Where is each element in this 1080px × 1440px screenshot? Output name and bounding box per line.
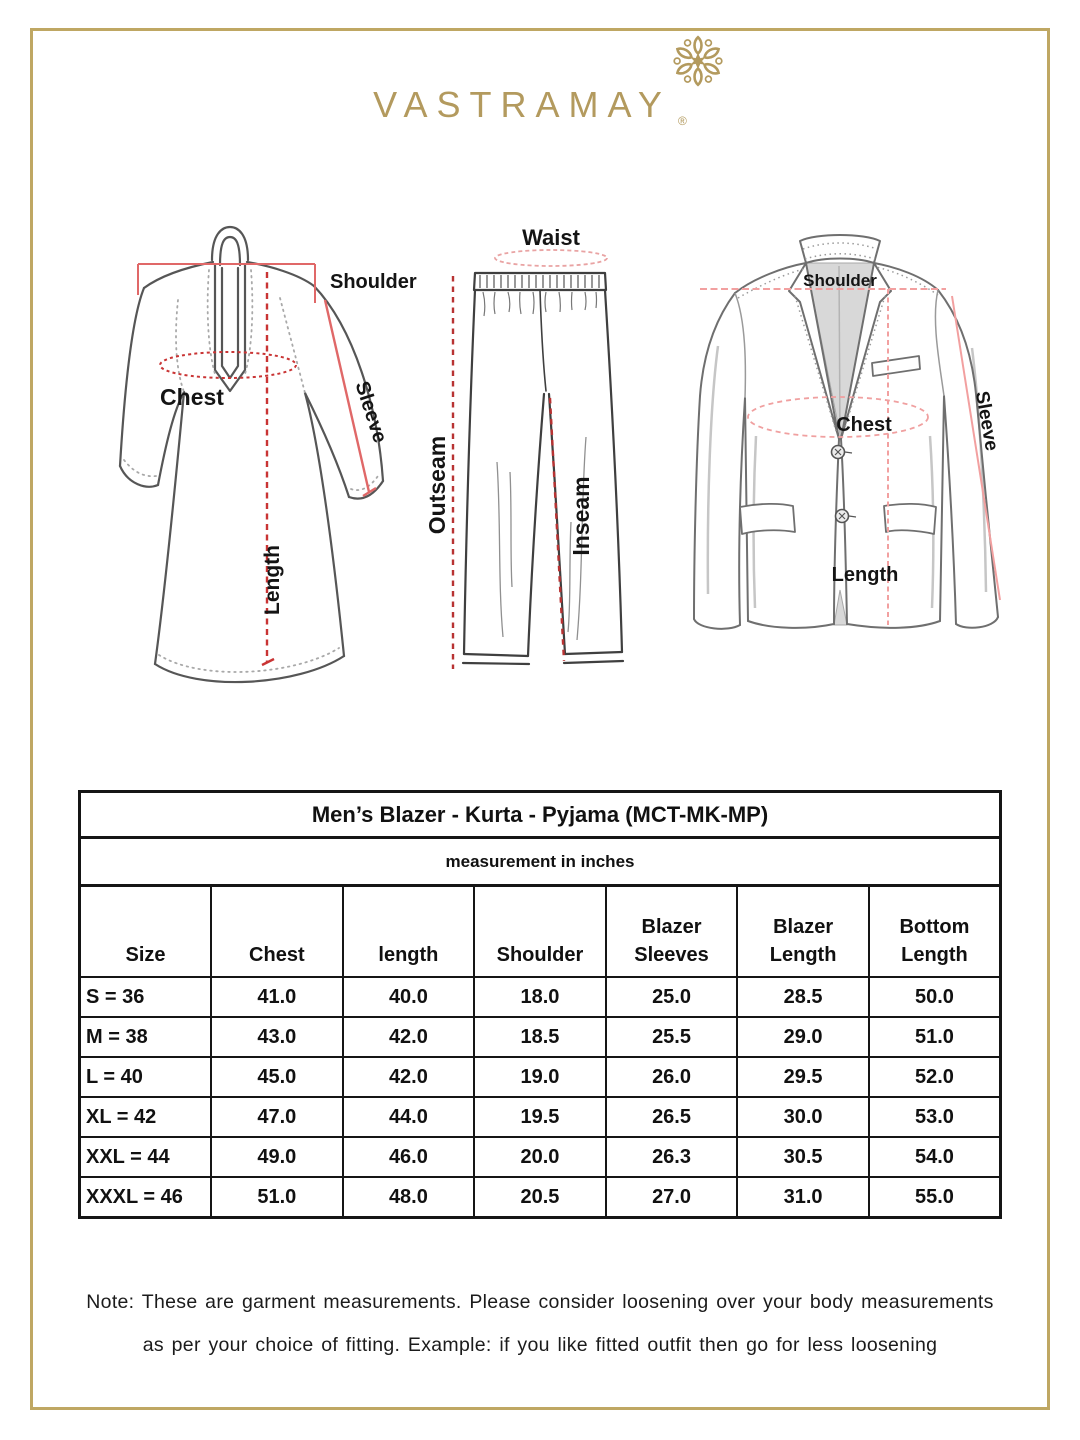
cell-shoulder: 18.5 (474, 1017, 606, 1057)
cell-blazer-sleeves: 26.0 (606, 1057, 738, 1097)
pyjama-diagram-svg (420, 212, 682, 682)
registered-trademark: ® (678, 114, 687, 128)
cell-size: XXL = 44 (80, 1137, 212, 1177)
blazer-lining-seam (839, 266, 840, 434)
note-line-1: Note: These are garment measurements. Please consider loosening over your body measurements (86, 1291, 994, 1313)
cell-blazer-length: 29.5 (737, 1057, 869, 1097)
table-row (80, 977, 1001, 1017)
header-blazer-sleeves: Blazer Sleeves (606, 886, 738, 978)
cell-length: 42.0 (343, 1017, 475, 1057)
cell-bottom-length: 55.0 (869, 1177, 1001, 1218)
blazer-sleeve-label: Sleeve (970, 389, 1002, 453)
pyjama-waist-label: Waist (522, 225, 580, 250)
blazer-shoulder-label: Shoulder (803, 271, 877, 290)
cell-bottom-length: 54.0 (869, 1137, 1001, 1177)
table-subtitle: measurement in inches (80, 838, 1001, 886)
cell-chest: 49.0 (211, 1137, 343, 1177)
table-row (80, 1177, 1001, 1218)
brand-logo (0, 84, 1080, 126)
cell-length: 48.0 (343, 1177, 475, 1218)
cell-bottom-length: 53.0 (869, 1097, 1001, 1137)
garment-note (0, 1281, 1080, 1367)
cell-chest: 43.0 (211, 1017, 343, 1057)
header-chest: Chest (211, 886, 343, 978)
cell-blazer-length: 30.5 (737, 1137, 869, 1177)
brand-name: VASTRAMAY (373, 84, 671, 125)
header-length: length (343, 886, 475, 978)
header-shoulder: Shoulder (474, 886, 606, 978)
cell-shoulder: 20.5 (474, 1177, 606, 1218)
table-header-row (80, 886, 1001, 978)
table-title-row (80, 792, 1001, 838)
cell-chest: 41.0 (211, 977, 343, 1017)
table-row (80, 1017, 1001, 1057)
header-bottom-length: Bottom Length (869, 886, 1001, 978)
cell-shoulder: 20.0 (474, 1137, 606, 1177)
blazer-bottom-lining (834, 590, 847, 625)
cell-bottom-length: 50.0 (869, 977, 1001, 1017)
kurta-shoulder-label: Shoulder (330, 271, 417, 293)
cell-size: XL = 42 (80, 1097, 212, 1137)
cell-blazer-sleeves: 25.5 (606, 1017, 738, 1057)
size-table (78, 790, 1002, 1219)
cell-blazer-sleeves: 27.0 (606, 1177, 738, 1218)
cell-blazer-length: 29.0 (737, 1017, 869, 1057)
cell-size: S = 36 (80, 977, 212, 1017)
cell-chest: 47.0 (211, 1097, 343, 1137)
cell-shoulder: 19.5 (474, 1097, 606, 1137)
header-blazer-length: Blazer Length (737, 886, 869, 978)
note-line-2: as per your choice of fitting. Example: if you like fitted outfit then go for less loosening (142, 1334, 938, 1356)
header-size: Size (80, 886, 212, 978)
cell-bottom-length: 51.0 (869, 1017, 1001, 1057)
kurta-chest-label: Chest (160, 384, 224, 410)
cell-length: 40.0 (343, 977, 475, 1017)
table-title: Men’s Blazer - Kurta - Pyjama (MCT-MK-MP) (80, 792, 1001, 838)
kurta-sleeve-label: Sleeve (350, 378, 391, 446)
table-row (80, 1097, 1001, 1137)
pyjama-outseam-label: Outseam (424, 435, 450, 535)
cell-length: 42.0 (343, 1057, 475, 1097)
cell-chest: 45.0 (211, 1057, 343, 1097)
table-row (80, 1137, 1001, 1177)
pyjama-measurement-diagram (420, 212, 682, 682)
cell-blazer-length: 31.0 (737, 1177, 869, 1218)
cell-blazer-length: 28.5 (737, 977, 869, 1017)
cell-length: 46.0 (343, 1137, 475, 1177)
cell-size: L = 40 (80, 1057, 212, 1097)
cell-bottom-length: 52.0 (869, 1057, 1001, 1097)
cell-shoulder: 18.0 (474, 977, 606, 1017)
cell-chest: 51.0 (211, 1177, 343, 1218)
table-row (80, 1057, 1001, 1097)
cell-shoulder: 19.0 (474, 1057, 606, 1097)
table-subtitle-row (80, 838, 1001, 886)
kurta-measurement-diagram (118, 208, 430, 700)
pyjama-elastic-ticks (480, 275, 599, 288)
brand-flourish-icon (669, 32, 727, 90)
pyjama-garment-outline (463, 273, 623, 664)
cell-length: 44.0 (343, 1097, 475, 1137)
kurta-diagram-svg (118, 208, 430, 700)
blazer-length-label: Length (831, 564, 899, 586)
blazer-diagram-svg (688, 226, 1022, 658)
cell-size: M = 38 (80, 1017, 212, 1057)
cell-size: XXXL = 46 (80, 1177, 212, 1218)
blazer-measurement-diagram (688, 226, 1022, 658)
cell-blazer-sleeves: 26.5 (606, 1097, 738, 1137)
cell-blazer-length: 30.0 (737, 1097, 869, 1137)
cell-blazer-sleeves: 26.3 (606, 1137, 738, 1177)
kurta-length-label: Length (261, 545, 284, 615)
cell-blazer-sleeves: 25.0 (606, 977, 738, 1017)
blazer-chest-label: Chest (836, 414, 892, 436)
pyjama-inseam-label: Inseam (568, 476, 594, 556)
